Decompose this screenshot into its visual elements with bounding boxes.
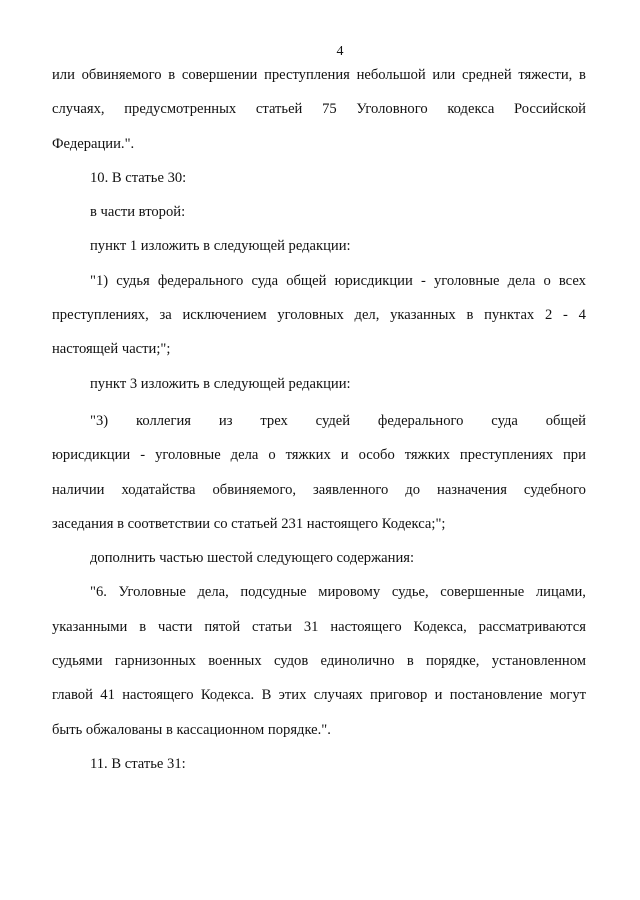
word: дел, [354, 307, 380, 324]
word: 31 [303, 618, 319, 635]
word: лицами, [535, 584, 586, 601]
word: преступлениях [459, 447, 554, 464]
word: случаях [313, 687, 363, 704]
word: Кодекса. [200, 687, 255, 704]
word: судье, [391, 584, 429, 601]
word: или [52, 67, 75, 83]
word: 2 [544, 307, 553, 324]
word: суда [251, 272, 279, 289]
word: дела [507, 272, 536, 289]
word: совершенные [440, 584, 525, 601]
part-six-line: быть обжалованы в кассационном порядке.". [52, 721, 331, 738]
word: за [159, 307, 172, 324]
word: части [157, 618, 193, 635]
text-block-lower [52, 404, 586, 781]
word: наличии [52, 481, 105, 498]
item-10-heading: 10. В статье 30: [90, 169, 187, 186]
word: общей [286, 272, 327, 289]
word: Уголовного [356, 101, 428, 118]
point-3-line [52, 438, 586, 472]
word: "3) [90, 413, 109, 429]
word: обвиняемого [81, 67, 162, 83]
word: из [218, 413, 233, 429]
word: уголовных [277, 307, 344, 324]
word: судьями [52, 653, 103, 670]
word: пятой [204, 618, 241, 635]
word: всех [558, 272, 586, 289]
word: мировому [318, 584, 381, 601]
word: или [432, 67, 456, 83]
text-block-upper [52, 58, 586, 401]
word: юрисдикции [334, 272, 413, 289]
word: преступления [264, 67, 350, 83]
word: дела, [197, 584, 229, 601]
word: настоящего [122, 687, 194, 704]
word: судов [273, 653, 309, 670]
word: о [268, 447, 276, 464]
paragraph-line [52, 58, 586, 92]
word: "6. [90, 584, 107, 601]
word: предусмотренных [124, 101, 237, 118]
word: тяжких [404, 447, 450, 464]
page-number: 4 [336, 44, 344, 59]
word: пунктах [484, 307, 535, 324]
word: коллегия [136, 413, 192, 429]
word: 75 [322, 101, 337, 118]
word: назначения [437, 481, 507, 498]
word: при [563, 447, 586, 464]
word: могут [549, 687, 586, 704]
part-six-line [52, 575, 586, 609]
word: дела [230, 447, 259, 464]
word: порядке, [426, 653, 480, 670]
word: указанных [390, 307, 456, 324]
point-1-line [52, 264, 586, 298]
word: судей [315, 413, 351, 429]
point-1-line: настоящей части;"; [52, 341, 171, 358]
word: о [543, 272, 551, 289]
word: статьи [252, 618, 292, 635]
word: в [579, 67, 586, 83]
part-six-line [52, 610, 586, 644]
word: тяжести, [518, 67, 573, 83]
word: подсудные [240, 584, 307, 601]
word: единолично [320, 653, 395, 670]
word: ходатайства [121, 481, 196, 498]
word: указанными [52, 618, 128, 635]
word: этих [278, 687, 307, 704]
word: средней [462, 67, 512, 83]
word: общей [545, 413, 586, 429]
word: небольшой [356, 67, 426, 83]
word: в [168, 67, 176, 83]
word: - [140, 447, 146, 464]
word: и [434, 687, 443, 704]
point-1-intro: пункт 1 изложить в следующей редакции: [90, 238, 351, 255]
item-11-heading: 11. В статье 31: [90, 755, 186, 772]
point-3-intro: пункт 3 изложить в следующей редакции: [90, 375, 351, 392]
point-3-line [52, 473, 586, 507]
word: суда [491, 413, 518, 429]
word: В [261, 687, 272, 704]
part-six-intro: дополнить частью шестой следующего содержания: [90, 550, 415, 567]
word: заявленного [313, 481, 389, 498]
word: судебного [523, 481, 586, 498]
paragraph-line [52, 92, 586, 126]
word: военных [208, 653, 262, 670]
word: 4 [578, 307, 586, 324]
word: до [405, 481, 421, 498]
word: постановление [449, 687, 543, 704]
word: установленном [491, 653, 586, 670]
word: 41 [100, 687, 115, 704]
part-six-line [52, 644, 586, 678]
word: уголовные [155, 447, 221, 464]
word: статьей [255, 101, 303, 118]
word: приговор [370, 687, 428, 704]
word: - [420, 272, 426, 289]
word: юрисдикции [52, 447, 131, 464]
point-1-line [52, 298, 586, 332]
word: трех [260, 413, 288, 429]
word: "1) [90, 272, 109, 289]
word: особо [358, 447, 395, 464]
part-two-heading: в части второй: [90, 204, 186, 221]
word: преступлениях, [52, 307, 149, 324]
word: федерального [377, 413, 464, 429]
word: совершении [181, 67, 258, 83]
word: исключением [182, 307, 267, 324]
word: уголовные [433, 272, 500, 289]
word: в [466, 307, 474, 324]
point-3-line: заседания в соответствии со статьей 231 настоящего Кодекса;"; [52, 515, 446, 532]
word: тяжких [285, 447, 331, 464]
word: и [340, 447, 349, 464]
word: гарнизонных [114, 653, 196, 670]
word: рассматриваются [478, 618, 586, 635]
word: обвиняемого, [212, 481, 297, 498]
part-six-line [52, 678, 586, 712]
word: кодекса [447, 101, 495, 118]
word: настоящего [330, 618, 402, 635]
word: Кодекса, [413, 618, 467, 635]
word: федерального [157, 272, 244, 289]
word: в [406, 653, 414, 670]
word: Российской [514, 101, 586, 118]
point-3-line [52, 404, 586, 438]
word: главой [52, 687, 93, 704]
word: случаях, [52, 101, 105, 118]
word: - [563, 307, 568, 324]
word: Уголовные [118, 584, 186, 601]
paragraph-line: Федерации.". [52, 135, 135, 152]
word: судья [116, 272, 150, 289]
word: в [139, 618, 147, 635]
